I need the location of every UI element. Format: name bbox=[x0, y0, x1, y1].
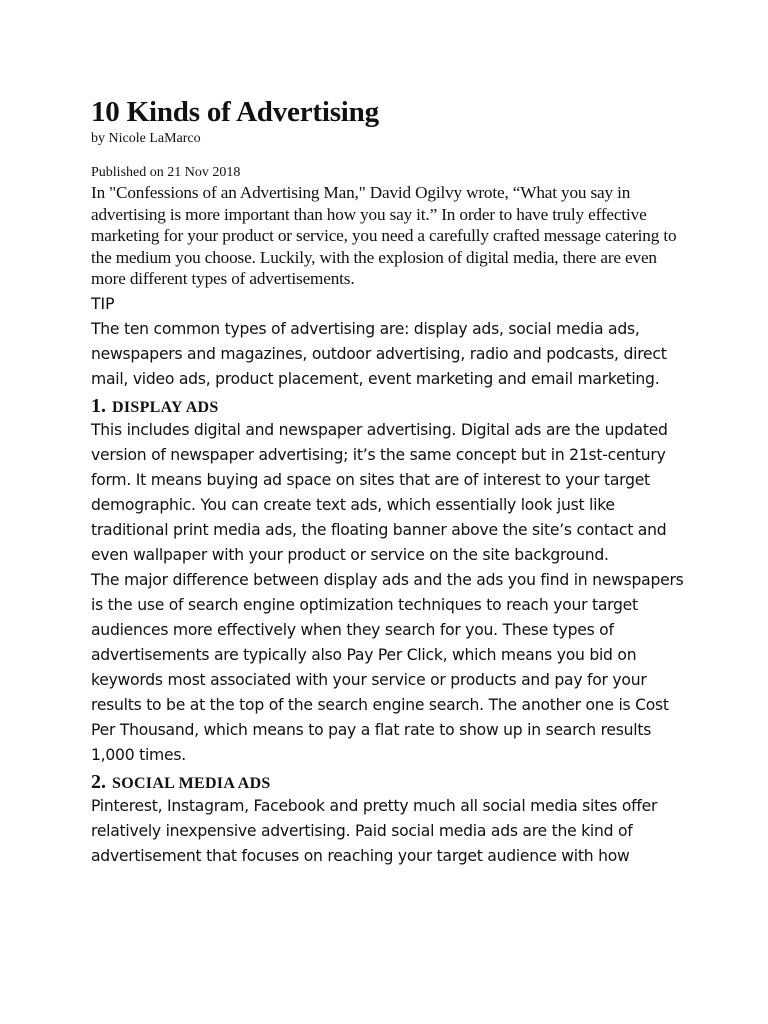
article bbox=[91, 94, 691, 869]
section-number: 1. bbox=[91, 394, 106, 417]
section-social-media-ads bbox=[91, 768, 691, 869]
section-paragraph: This includes digital and newspaper advertising. Digital ads are the updated version of newspaper advertising; it’s the same concept but in 21st-century form. It means buying ad space on sites that are of interest to your target demographic. You can create text ads, which essentially look just like traditional print media ads, the floating banner above the site’s contact and even wallpaper with your product or service on the site background. bbox=[91, 420, 668, 564]
article-title: 10 Kinds of Advertising bbox=[91, 96, 379, 128]
section-number: 2. bbox=[91, 770, 106, 793]
section-title: SOCIAL MEDIA ADS bbox=[112, 774, 271, 792]
section-heading bbox=[91, 392, 691, 418]
article-byline: by Nicole LaMarco bbox=[91, 131, 201, 146]
intro-paragraph: In "Confessions of an Advertising Man," David Ogilvy wrote, “What you say in advertising is more important than how you say it.” In order to have truly effective marketing for your product or service, you need a carefully crafted message catering to the medium you choose. Luckily, with the explosion of digital media, there are even more different types of advertisements. bbox=[91, 183, 677, 288]
section-display-ads bbox=[91, 392, 691, 768]
tip-text: The ten common types of advertising are: display ads, social media ads, newspapers and magazines, outdoor advertising, radio and podcasts, direct mail, video ads, product placement, event marketing and email marketing. bbox=[91, 319, 667, 388]
section-paragraph: Pinterest, Instagram, Facebook and pretty much all social media sites offer relatively inexpensive advertising. Paid social media ads are the kind of advertisement that focuses on reaching your target audience with how bbox=[91, 796, 658, 865]
section-title: DISPLAY ADS bbox=[112, 398, 219, 416]
tip-label: TIP bbox=[91, 294, 115, 313]
section-heading bbox=[91, 768, 691, 794]
section-paragraph: The major difference between display ads and the ads you find in newspapers is the use of search engine optimization techniques to reach your target audiences more effectively when they search for you. These types of advertisements are typically also Pay Per Click, which means you bid on keywords most associated with your service or products and pay for your results to be at the top of the search engine search. The another one is Cost Per Thousand, which means to pay a flat rate to show up in search results 1,000 times. bbox=[91, 570, 684, 764]
published-date: Published on 21 Nov 2018 bbox=[91, 165, 241, 180]
